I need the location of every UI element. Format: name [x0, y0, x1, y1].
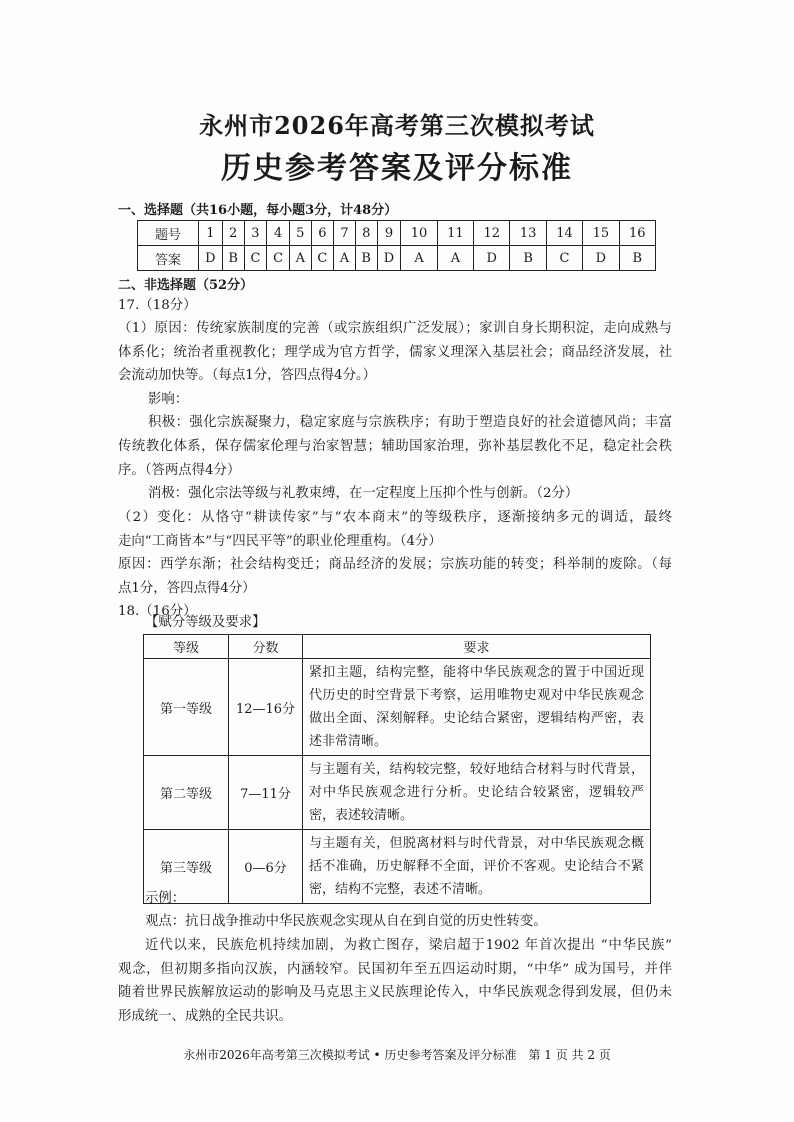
question-number: 7	[334, 221, 356, 246]
answer-cell: C	[311, 246, 334, 271]
answer-line: 原因：西学东渐；社会结构变迁；商品经济的发展；宗族功能的转变；科举制的废除。（每	[118, 557, 672, 572]
question-number: 13	[510, 221, 546, 246]
question-number-row	[138, 221, 656, 246]
rubric-row	[144, 659, 651, 756]
question-number: 2	[222, 221, 244, 246]
answer-line: 消极：强化宗法等级与礼教束缚，在一定程度上压抑个性与创新。（2分）	[148, 486, 579, 501]
answer-line: 序。（答两点得4分）	[118, 463, 241, 478]
answer-cell: A	[290, 246, 312, 271]
answer-line: 积极：强化宗族凝聚力，稳定家庭与宗族秩序；有助于塑造良好的社会道德风尚；丰富	[148, 415, 672, 430]
example-line: 观点：抗日战争推动中华民族观念实现从自在到自觉的历史性转变。	[145, 914, 547, 929]
score-cell: 0—6分	[229, 830, 303, 904]
answer-cell: A	[334, 246, 356, 271]
level-cell: 第二等级	[144, 756, 229, 830]
section-open-questions-heading: 二、非选择题（52分）	[118, 278, 254, 293]
answer-cell: D	[583, 246, 619, 271]
answer-line: 会流动加快等。（每点1分，答四点得4分。）	[118, 368, 377, 383]
question-number: 1	[199, 221, 223, 246]
answer-line: （1）原因：传统家族制度的完善（或宗族组织广泛发展）；家训自身长期积淀，走向成熟与	[118, 321, 672, 336]
example-line: 观念，但初期多指向汉族，内涵较窄。民国初年至五四运动时期，“中华” 成为国号，并伴	[118, 962, 672, 977]
answer-line: 走向“工商皆本”与“四民平等”的职业伦理重构。（4分）	[118, 534, 442, 549]
exam-title: 永州市2026年高考第三次模拟考试	[199, 111, 595, 140]
question-number: 14	[546, 221, 582, 246]
question-number: 11	[437, 221, 473, 246]
answer-line: 体系化；统治者重视教化；理学成为官方哲学，儒家义理深入基层社会；商品经济发展，社	[118, 345, 672, 360]
answer-line: （2）变化：从恪守“耕读传家”与“农本商末”的等级秩序，逐渐接纳多元的调适，最终	[118, 510, 672, 525]
question-17-heading: 17.（18分）	[118, 298, 197, 313]
answer-cell: B	[355, 246, 377, 271]
rubric-row	[144, 756, 651, 830]
answer-cell: C	[267, 246, 290, 271]
question-number: 8	[355, 221, 377, 246]
example-line: 形成统一、成熟的全民共识。	[118, 1009, 293, 1024]
answer-cell: B	[510, 246, 546, 271]
question-number: 3	[244, 221, 267, 246]
question-number: 6	[311, 221, 334, 246]
question-18-heading: 18.（16分）	[118, 604, 197, 619]
example-line: 近代以来，民族危机持续加剧，为救亡图存，梁启超于1902 年首次提出 “中华民族”	[145, 938, 672, 953]
example-label: 示例：	[145, 891, 186, 906]
answer-cell: D	[377, 246, 401, 271]
answer-row	[138, 246, 656, 271]
answer-cell: C	[244, 246, 267, 271]
answer-line: 影响：	[148, 392, 189, 407]
answer-key-table	[137, 220, 656, 271]
question-number: 16	[619, 221, 655, 246]
answer-cell: B	[222, 246, 244, 271]
requirement-cell: 与主题有关，结构较完整，较好地结合材料与时代背景，对中华民族观念进行分析。史论结合较紧密，逻辑较严密，表述较清晰。	[303, 756, 651, 830]
grading-rubric-table	[143, 634, 651, 904]
page-footer: 永州市2026年高考第三次模拟考试 • 历史参考答案及评分标准 第 1 页 共 2 页	[183, 1048, 611, 1062]
score-cell: 12—16分	[229, 659, 303, 756]
example-line: 随着世界民族解放运动的影响及马克思主义民族理论传入，中华民族观念得到发展，但仍未	[118, 985, 672, 1000]
question-number: 12	[474, 221, 510, 246]
level-cell: 第一等级	[144, 659, 229, 756]
score-cell: 7—11分	[229, 756, 303, 830]
header-requirement: 要求	[303, 635, 651, 659]
question-number: 15	[583, 221, 619, 246]
answer-cell: C	[546, 246, 582, 271]
answer-cell: B	[619, 246, 655, 271]
section-multiple-choice-heading: 一、选择题（共16小题，每小题3分，计48分）	[118, 203, 398, 218]
document-subtitle: 历史参考答案及评分标准	[221, 151, 573, 186]
question-number: 9	[377, 221, 401, 246]
answer-line: 传统教化体系，保存儒家伦理与治家智慧；辅助国家治理，弥补基层教化不足，稳定社会秩	[118, 439, 672, 454]
header-level: 等级	[144, 635, 229, 659]
row-label: 答案	[138, 246, 199, 271]
question-number: 10	[401, 221, 437, 246]
question-number: 5	[290, 221, 312, 246]
answer-cell: D	[474, 246, 510, 271]
row-label: 题号	[138, 221, 199, 246]
rubric-header-row	[144, 635, 651, 659]
requirement-cell: 紧扣主题，结构完整，能将中华民族观念的置于中国近现代历史的时空背景下考察，运用唯物史观对中华民族观念做出全面、深刻解释。史论结合紧密，逻辑结构严密，表述非常清晰。	[303, 659, 651, 756]
answer-line: 点1分，答四点得4分）	[118, 581, 256, 596]
rubric-row	[144, 830, 651, 904]
answer-cell: A	[401, 246, 437, 271]
rubric-title: 【赋分等级及要求】	[145, 615, 266, 630]
answer-cell: A	[437, 246, 473, 271]
header-score: 分数	[229, 635, 303, 659]
question-number: 4	[267, 221, 290, 246]
level-cell: 第三等级	[144, 830, 229, 904]
answer-cell: D	[199, 246, 223, 271]
requirement-cell: 与主题有关，但脱离材料与时代背景，对中华民族观念概括不准确，历史解释不全面，评价不客观。史论结合不紧密，结构不完整，表述不清晰。	[303, 830, 651, 904]
